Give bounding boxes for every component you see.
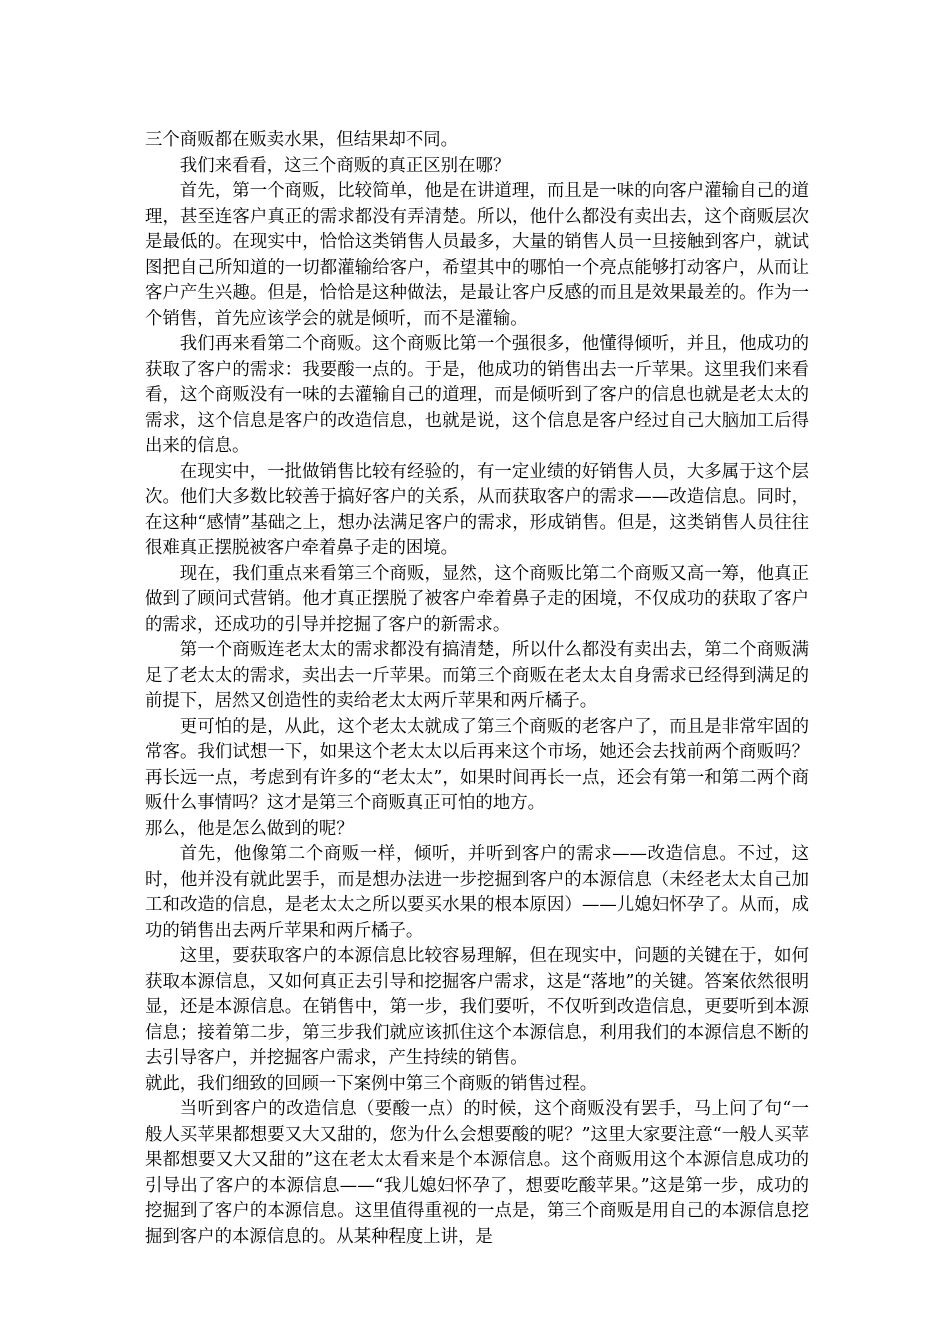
paragraph-3: 首先，第一个商贩，比较简单，他是在讲道理，而且是一味的向客户灌输自己的道理，甚至连客户真正的需求都没有弄清楚。所以，他什么都没有卖出去，这个商贩层次是最低的。在现实中，恰恰这类销售人员最多，大量的销售人员一旦接触到客户，就试图把自己所知道的一切都灌输给客户，希望其中的哪怕一个亮点能够打动客户，从而让客户产生兴趣。但是，恰恰是这种做法，是最让客户反感的而且是效果最差的。作为一个销售，首先应该学会的就是倾听，而不是灌输。 — [145, 181, 809, 329]
paragraph-5: 在现实中，一批做销售比较有经验的，有一定业绩的好销售人员，大多属于这个层次。他们大多数比较善于搞好客户的关系，从而获取客户的需求——改造信息。同时，在这种“感情”基础之上，想办法满足客户的需求，形成销售。但是，这类销售人员往往很难真正摆脱被客户牵着鼻子走的困境。 — [145, 461, 809, 558]
paragraph-6: 现在，我们重点来看第三个商贩，显然，这个商贩比第二个商贩又高一筹，他真正做到了顾问式营销。他才真正摆脱了被客户牵着鼻子走的困境，不仅成功的获取了客户的需求，还成功的引导并挖掘了客户的新需求。 — [145, 563, 809, 635]
paragraph-11: 这里，要获取客户的本源信息比较容易理解，但在现实中，问题的关键在于，如何获取本源信息，又如何真正去引导和挖掘客户需求，这是“落地”的关键。答案依然很明显，还是本源信息。在销售中，第一步，我们要听，不仅听到改造信息，更要听到本源信息；接着第二步，第三步我们就应该抓住这个本源信息，利用我们的本源信息不断的去引导客户，并挖掘客户需求，产生持续的销售。 — [145, 946, 809, 1068]
paragraph-7: 第一个商贩连老太太的需求都没有搞清楚，所以什么都没有卖出去，第二个商贩满足了老太太的需求，卖出去一斤苹果。而第三个商贩在老太太自身需求已经得到满足的前提下，居然又创造性的卖给老太太两斤苹果和两斤橘子。 — [145, 640, 809, 711]
paragraph-13: 当听到客户的改造信息（要酸一点）的时候，这个商贩没有罢手，马上问了句“一般人买苹果都想要又大又甜的，您为什么会想要酸的呢？”这里大家要注意“一般人买苹果都想要又大又甜的”这在老太太看来是个本源信息。这个商贩用这个本源信息成功的引导出了客户的本源信息——“我儿媳妇怀孕了，想要吃酸苹果。”这是第一步，成功的挖掘到了客户的本源信息。这里值得重视的一点是，第三个商贩是用自己的本源信息挖掘到客户的本源信息的。从某种程度上讲，是 — [145, 1099, 809, 1247]
paragraph-4: 我们再来看第二个商贩。这个商贩比第一个强很多，他懂得倾听，并且，他成功的获取了客户的需求：我要酸一点的。于是，他成功的销售出去一斤苹果。这里我们来看看，这个商贩没有一味的去灌输自己的道理，而是倾听到了客户的信息也就是老太太的需求，这个信息是客户的改造信息，也就是说，这个信息是客户经过自己大脑加工后得出来的信息。 — [145, 334, 809, 456]
paragraph-12: 就此，我们细致的回顾一下案例中第三个商贩的销售过程。 — [145, 1073, 598, 1094]
paragraph-8: 更可怕的是，从此，这个老太太就成了第三个商贩的老客户了，而且是非常牢固的常客。我们试想一下，如果这个老太太以后再来这个市场，她还会去找前两个商贩吗？再长远一点，考虑到有许多的“老太太”，如果时间再长一点，还会有第一和第二两个商贩什么事情吗？这才是第三个商贩真正可怕的地方。 — [145, 716, 809, 813]
paragraph-1: 三个商贩都在贩卖水果，但结果却不同。 — [145, 130, 459, 150]
document-body — [145, 128, 809, 1250]
paragraph-10: 首先，他像第二个商贩一样，倾听，并听到客户的需求——改造信息。不过，这时，他并没有就此罢手，而是想办法进一步挖掘到客户的本源信息（未经老太太自己加工和改造的信息，是老太太之所以要买水果的根本原因）——儿媳妇怀孕了。从而，成功的销售出去两斤苹果和两斤橘子。 — [145, 844, 809, 941]
paragraph-2: 我们来看看，这三个商贩的真正区别在哪？ — [179, 155, 511, 176]
paragraph-9: 那么，他是怎么做到的呢？ — [145, 818, 354, 839]
